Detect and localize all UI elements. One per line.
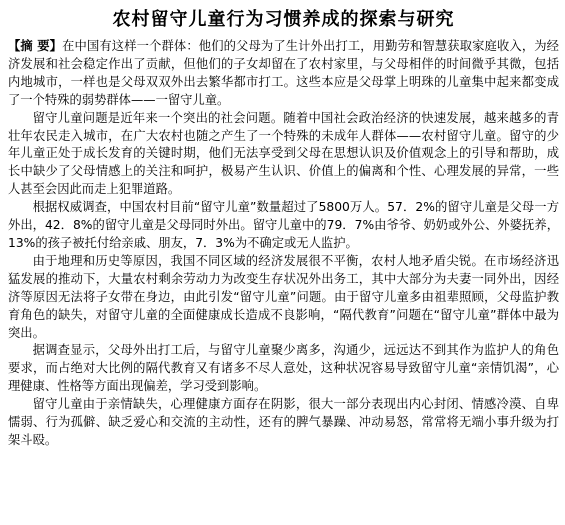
document-body — [8, 38, 559, 450]
body-paragraph-5: 留守儿童由于亲情缺失，心理健康方面存在阴影，很大一部分表现出内心封闭、情感冷漠、自卑懦弱、行为孤僻、缺乏爱心和交流的主动性，还有的脾气暴躁、冲动易怒，常常将无端小事升级为打架斗殴。 — [8, 397, 559, 447]
document-title: 农村留守儿童行为习惯养成的探索与研究 — [112, 9, 455, 30]
body-paragraph-2: 根据权威调查，中国农村目前“留守儿童”数量超过了5800万人。57．2%的留守儿童是父母一方外出，42．8%的留守儿童是父母同时外出。留守儿童中的79．7%由爷爷、奶奶或外公、外婆抚养，13%的孩子被托付给亲戚、朋友，7．3%为不确定或无人监护。 — [8, 200, 559, 250]
abstract-label: 【摘 要】 — [8, 39, 63, 53]
body-paragraph-4: 据调查显示，父母外出打工后，与留守儿童聚少离多，沟通少，远远达不到其作为监护人的角色要求，而占绝对大比例的隔代教育又有诸多不尽人意处，这种状况容易导致留守儿童“亲情饥渴”，心理健康、性格等方面出现偏差，学习受到影响。 — [8, 343, 559, 394]
body-paragraph-3: 由于地理和历史等原因，我国不同区域的经济发展很不平衡，农村人地矛盾尖锐。在市场经济迅猛发展的推动下，大量农村剩余劳动力为改变生存状况外出务工，其中大部分为夫妻一同外出，因经济等原因无法将子女带在身边，由此引发“留守儿童”问题。由于留守儿童多由祖辈照顾，父母监护教育角色的缺失，对留守儿童的全面健康成长造成不良影响，“隔代教育”问题在“留守儿童”群体中最为突出。 — [8, 253, 559, 340]
body-paragraph-1: 留守儿童问题是近年来一个突出的社会问题。随着中国社会政治经济的快速发展，越来越多的青壮年农民走入城市，在广大农村也随之产生了一个特殊的未成年人群体——农村留守儿童。留守的少年儿童正处于成长发育的关键时期，他们无法享受到父母在思想认识及价值观念上的引导和帮助，成长中缺少了父母情感上的关注和呵护，极易产生认识、价值上的偏离和个性、心理发展的异常，一些人甚至会因此而走上犯罪道路。 — [8, 110, 559, 197]
abstract-paragraph — [8, 38, 559, 110]
abstract-text: 在中国有这样一个群体：他们的父母为了生计外出打工，用勤劳和智慧获取家庭收入，为经济发展和社会稳定作出了贡献，但他们的子女却留在了农村家里，与父母相伴的时间微乎其微，包括内地城市，一样也是父母双双外出去繁华都市打工。这些本应是父母掌上明珠的儿童集中起来都变成了一个特殊的弱势群体——一留守儿童。 — [8, 39, 559, 107]
